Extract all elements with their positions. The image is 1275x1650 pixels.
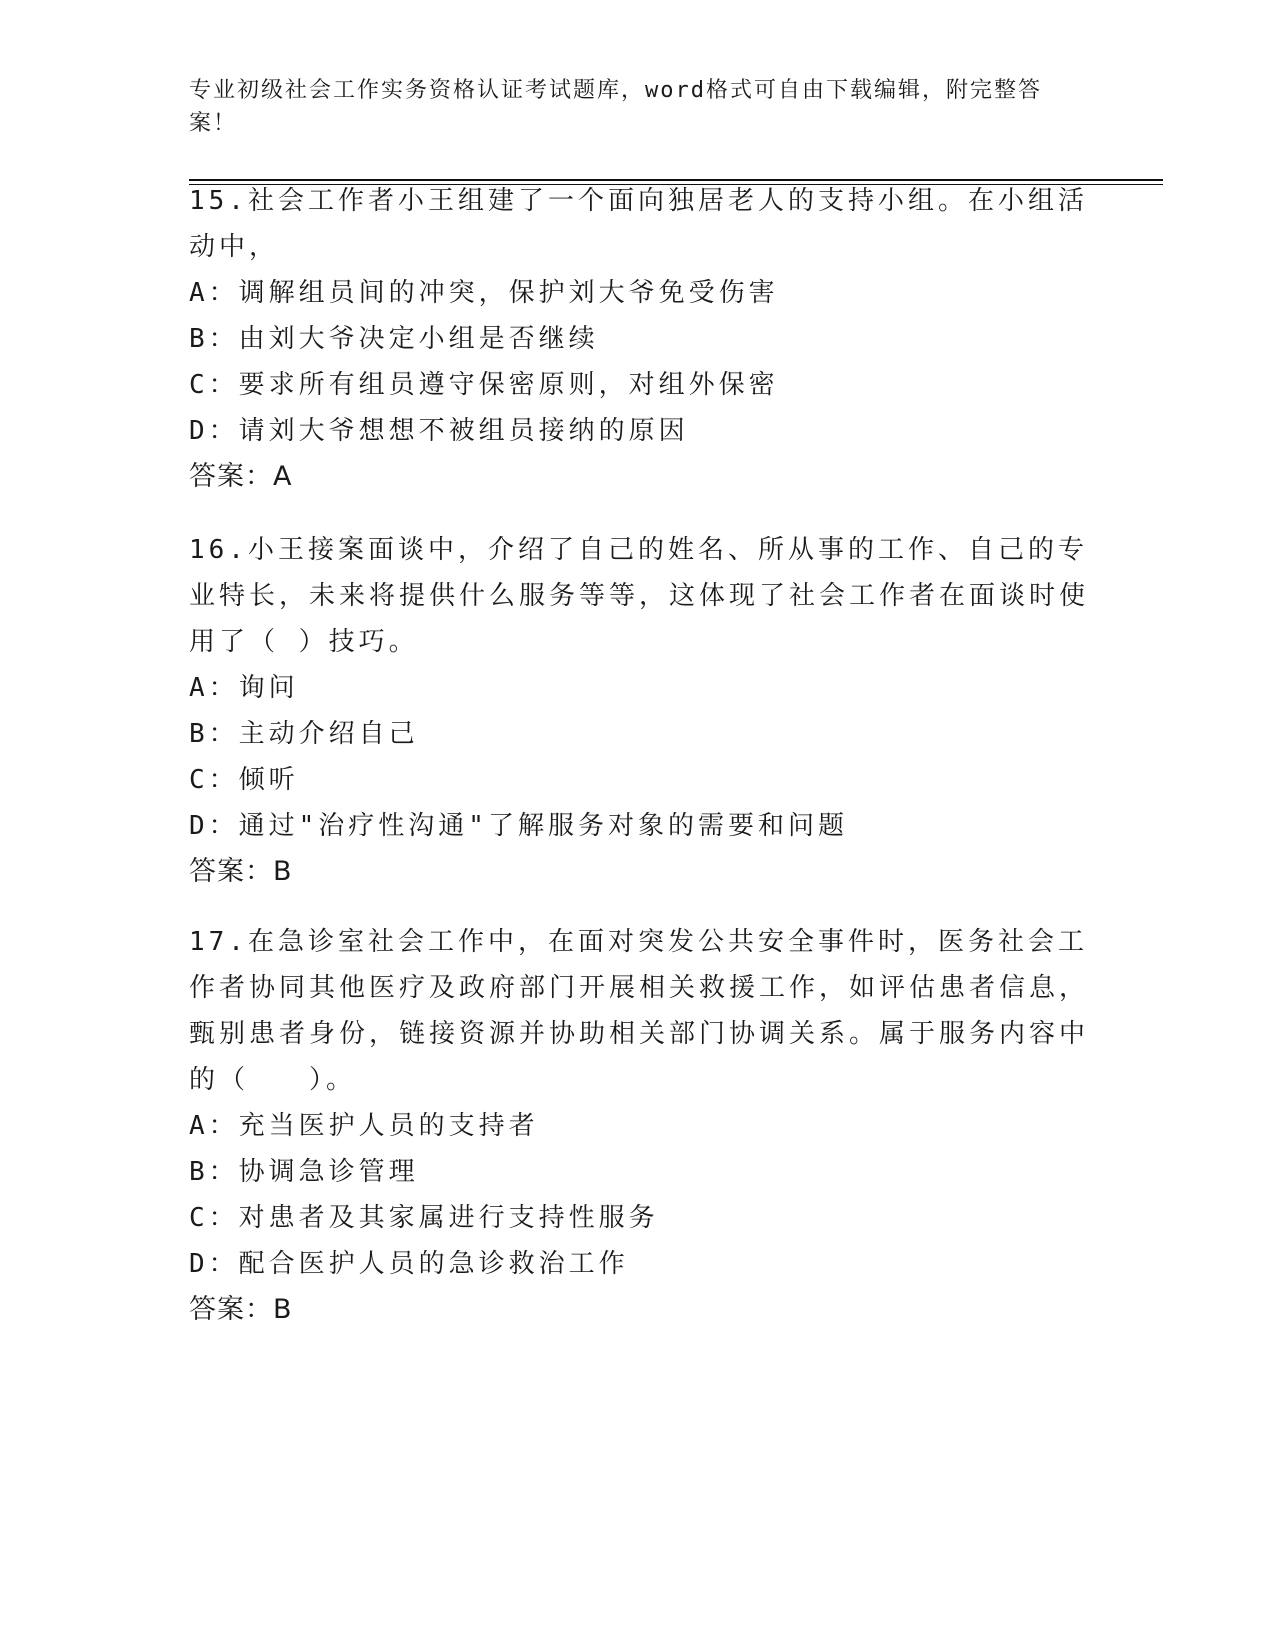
option-b: B：协调急诊管理 <box>189 1157 419 1187</box>
option-c: C：要求所有组员遵守保密原则，对组外保密 <box>189 370 779 400</box>
option-a: A：充当医护人员的支持者 <box>189 1111 539 1141</box>
question-17 <box>189 919 1089 1333</box>
option-b: B：由刘大爷决定小组是否继续 <box>189 324 599 354</box>
option-a: A：调解组员间的冲突，保护刘大爷免受伤害 <box>189 278 779 308</box>
option-d: D：请刘大爷想想不被组员接纳的原因 <box>189 416 689 446</box>
option-b: B：主动介绍自己 <box>189 719 419 749</box>
option-d: D：配合医护人员的急诊救治工作 <box>189 1249 629 1279</box>
answer: 答案：A <box>189 461 293 492</box>
option-c: C：倾听 <box>189 765 299 795</box>
answer: 答案：B <box>189 1294 293 1325</box>
option-d: D：通过"治疗性沟通"了解服务对象的需要和问题 <box>189 811 848 841</box>
answer: 答案：B <box>189 856 293 887</box>
document-header: 专业初级社会工作实务资格认证考试题库，word格式可自由下载编辑，附完整答案！ <box>189 78 1042 136</box>
question-stem: 15.社会工作者小王组建了一个面向独居老人的支持小组。在小组活动中， <box>189 186 1088 262</box>
question-16 <box>189 527 1089 895</box>
question-15 <box>189 178 1089 500</box>
question-stem: 17.在急诊室社会工作中，在面对突发公共安全事件时，医务社会工作者协同其他医疗及政府部门开展相关救援工作，如评估患者信息，甄别患者身份，链接资源并协助相关部门协调关系。属于服务内容中的（ ）。 <box>189 927 1090 1095</box>
option-a: A：询问 <box>189 673 299 703</box>
option-c: C：对患者及其家属进行支持性服务 <box>189 1203 659 1233</box>
question-stem: 16.小王接案面谈中，介绍了自己的姓名、所从事的工作、自己的专业特长，未来将提供什么服务等等，这体现了社会工作者在面谈时使用了（ ）技巧。 <box>189 535 1090 657</box>
